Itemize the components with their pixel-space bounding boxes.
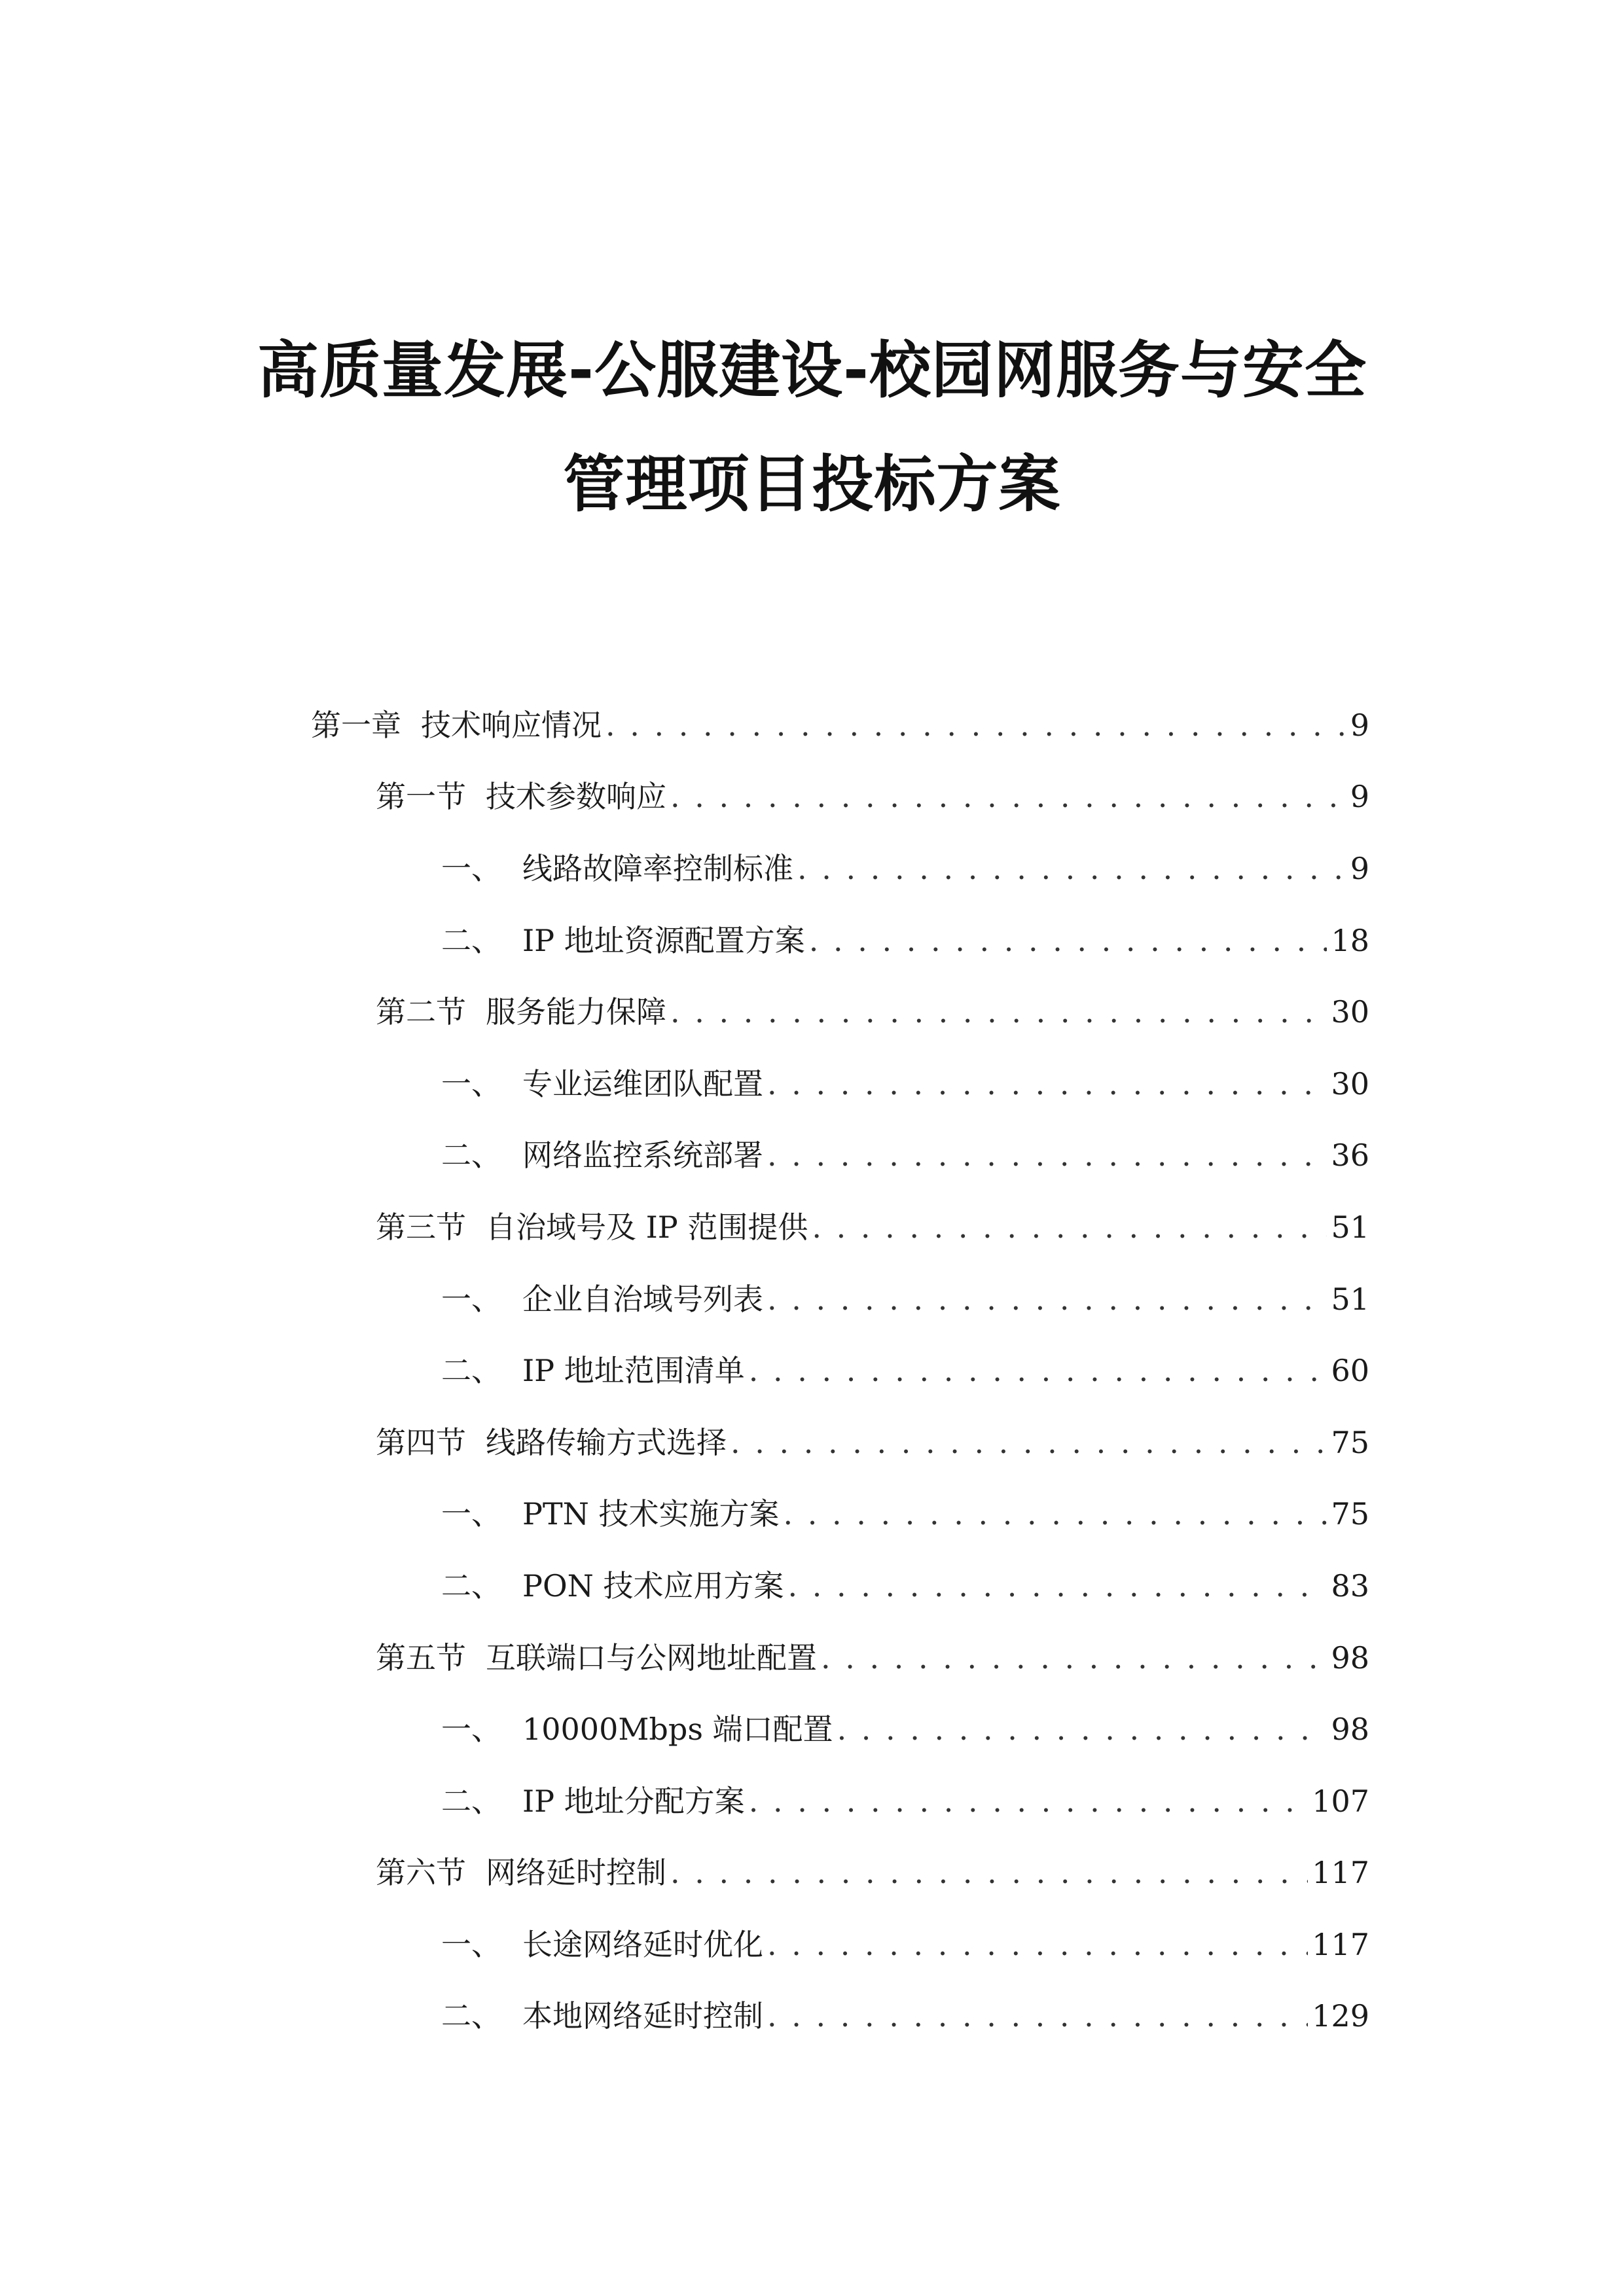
- toc-entry-title: 10000Mbps 端口配置: [522, 1712, 833, 1748]
- toc-entry-content: [441, 1562, 1369, 1605]
- toc-entry-page-number: 30: [1331, 994, 1369, 1030]
- toc-entry-content: [441, 1347, 1369, 1390]
- toc-entry-page-number: 51: [1331, 1209, 1369, 1245]
- toc-entry-page-number: 129: [1312, 1998, 1369, 2034]
- toc-entry-number: 第五节: [376, 1640, 466, 1676]
- toc-dot-leader: [605, 708, 1346, 743]
- toc-entry-content: [441, 1992, 1369, 2036]
- toc-entry[interactable]: [0, 1261, 1624, 1333]
- toc-entry-title: 技术参数响应: [486, 779, 666, 815]
- toc-entry-title: 技术响应情况: [421, 707, 602, 743]
- toc-entry[interactable]: [0, 1405, 1624, 1477]
- toc-dot-leader: [767, 1998, 1308, 2034]
- toc-entry-page-number: 36: [1331, 1138, 1369, 1174]
- toc-entry[interactable]: [0, 1620, 1624, 1692]
- toc-entry-content: [441, 1921, 1369, 1964]
- toc-entry-page-number: 117: [1312, 1855, 1369, 1891]
- toc-entry[interactable]: [0, 759, 1624, 831]
- toc-entry-content: [441, 1706, 1369, 1749]
- toc-entry-page-number: 117: [1312, 1926, 1369, 1962]
- toc-entry[interactable]: [0, 1907, 1624, 1979]
- toc-entry-number: 二、: [441, 1998, 501, 2034]
- toc-dot-leader: [767, 1138, 1327, 1173]
- toc-entry-content: [376, 988, 1369, 1031]
- toc-dot-leader: [788, 1568, 1327, 1604]
- toc-entry-content: [376, 773, 1369, 816]
- toc-entry-number: 二、: [441, 922, 501, 958]
- toc-entry-title: 自治域号及 IP 范围提供: [486, 1209, 808, 1245]
- toc-entry-number: 一、: [441, 1712, 501, 1748]
- toc-entry-content: [441, 917, 1369, 960]
- toc-entry-page-number: 9: [1350, 779, 1369, 815]
- toc-dot-leader: [749, 1353, 1327, 1388]
- toc-entry-content: [441, 1132, 1369, 1175]
- toc-entry-content: [441, 1276, 1369, 1319]
- toc-entry-title: 互联端口与公网地址配置: [486, 1640, 817, 1676]
- toc-entry-title: 网络监控系统部署: [522, 1138, 763, 1174]
- toc-entry-page-number: 75: [1331, 1424, 1369, 1460]
- document-title-line-2: 管理项目投标方案: [563, 449, 1061, 520]
- toc-entry[interactable]: [0, 687, 1624, 759]
- toc-entry-content: [376, 1204, 1369, 1247]
- toc-entry-title: 专业运维团队配置: [522, 1066, 763, 1102]
- toc-entry-number: 第二节: [376, 994, 466, 1030]
- toc-entry-title: 线路故障率控制标准: [522, 850, 793, 886]
- toc-entry-content: [376, 1849, 1369, 1892]
- toc-dot-leader: [767, 1927, 1308, 1962]
- toc-entry-page-number: 60: [1331, 1353, 1369, 1389]
- toc-dot-leader: [767, 1282, 1327, 1317]
- toc-dot-leader: [821, 1640, 1327, 1676]
- toc-entry[interactable]: [0, 1118, 1624, 1190]
- toc-entry-title: 网络延时控制: [486, 1855, 666, 1891]
- toc-entry-number: 二、: [441, 1568, 501, 1604]
- toc-dot-leader: [837, 1712, 1327, 1747]
- toc-dot-leader: [767, 1066, 1327, 1102]
- toc-entry[interactable]: [0, 1189, 1624, 1261]
- toc-entry-page-number: 51: [1331, 1281, 1369, 1317]
- toc-entry-page-number: 83: [1331, 1568, 1369, 1604]
- toc-entry-title: IP 地址分配方案: [522, 1783, 745, 1819]
- toc-entry-number: 二、: [441, 1138, 501, 1174]
- toc-entry-title: 长途网络延时优化: [522, 1926, 763, 1962]
- table-of-contents: [0, 687, 1624, 2050]
- toc-entry-title: 线路传输方式选择: [486, 1424, 727, 1460]
- toc-dot-leader: [812, 1210, 1327, 1245]
- toc-entry-number: 一、: [441, 1496, 501, 1532]
- toc-dot-leader: [749, 1784, 1308, 1819]
- toc-entry-title: 服务能力保障: [486, 994, 666, 1030]
- toc-entry-number: 第六节: [376, 1855, 466, 1891]
- toc-dot-leader: [797, 851, 1346, 886]
- toc-dot-leader: [670, 1855, 1308, 1890]
- toc-entry-number: 第一节: [376, 779, 466, 815]
- toc-entry[interactable]: [0, 1979, 1624, 2051]
- toc-entry-content: [311, 702, 1369, 745]
- toc-entry[interactable]: [0, 1333, 1624, 1405]
- toc-entry[interactable]: [0, 1046, 1624, 1118]
- toc-entry-page-number: 30: [1331, 1066, 1369, 1102]
- toc-entry-content: [441, 845, 1369, 888]
- toc-dot-leader: [731, 1425, 1327, 1460]
- toc-entry[interactable]: [0, 1691, 1624, 1763]
- toc-entry-number: 一、: [441, 1281, 501, 1317]
- toc-entry-page-number: 107: [1312, 1783, 1369, 1819]
- toc-entry[interactable]: [0, 1763, 1624, 1835]
- toc-entry-title: 本地网络延时控制: [522, 1998, 763, 2034]
- toc-entry-title: PON 技术应用方案: [522, 1568, 784, 1604]
- toc-entry-content: [376, 1419, 1369, 1462]
- toc-entry-content: [441, 1060, 1369, 1103]
- toc-entry-title: 企业自治域号列表: [522, 1281, 763, 1317]
- toc-entry-content: [441, 1490, 1369, 1534]
- toc-entry-content: [441, 1778, 1369, 1821]
- toc-dot-leader: [809, 923, 1327, 958]
- toc-entry[interactable]: [0, 1835, 1624, 1907]
- toc-entry-title: IP 地址资源配置方案: [522, 922, 805, 958]
- toc-entry-title: IP 地址范围清单: [522, 1353, 745, 1389]
- toc-entry-page-number: 75: [1331, 1496, 1369, 1532]
- toc-entry-number: 一、: [441, 850, 501, 886]
- toc-entry-number: 第四节: [376, 1424, 466, 1460]
- document-title-line-1: 高质量发展-公服建设-校园网服务与安全: [257, 335, 1367, 406]
- toc-entry-title: PTN 技术实施方案: [522, 1496, 780, 1532]
- toc-entry[interactable]: [0, 831, 1624, 903]
- toc-entry-page-number: 9: [1350, 850, 1369, 886]
- toc-dot-leader: [670, 994, 1327, 1030]
- toc-entry[interactable]: [0, 903, 1624, 975]
- toc-entry[interactable]: [0, 1548, 1624, 1620]
- toc-entry-number: 第一章: [311, 707, 401, 743]
- toc-entry-page-number: 98: [1331, 1712, 1369, 1748]
- toc-entry-page-number: 18: [1331, 922, 1369, 958]
- toc-entry-number: 二、: [441, 1353, 501, 1389]
- toc-entry-number: 一、: [441, 1066, 501, 1102]
- toc-entry-content: [376, 1634, 1369, 1677]
- toc-entry-page-number: 98: [1331, 1640, 1369, 1676]
- toc-entry-page-number: 9: [1350, 707, 1369, 743]
- toc-entry[interactable]: [0, 1477, 1624, 1549]
- toc-entry-number: 第三节: [376, 1209, 466, 1245]
- toc-entry-number: 二、: [441, 1783, 501, 1819]
- toc-dot-leader: [670, 779, 1346, 814]
- toc-dot-leader: [784, 1496, 1327, 1532]
- toc-entry-number: 一、: [441, 1926, 501, 1962]
- toc-entry[interactable]: [0, 974, 1624, 1046]
